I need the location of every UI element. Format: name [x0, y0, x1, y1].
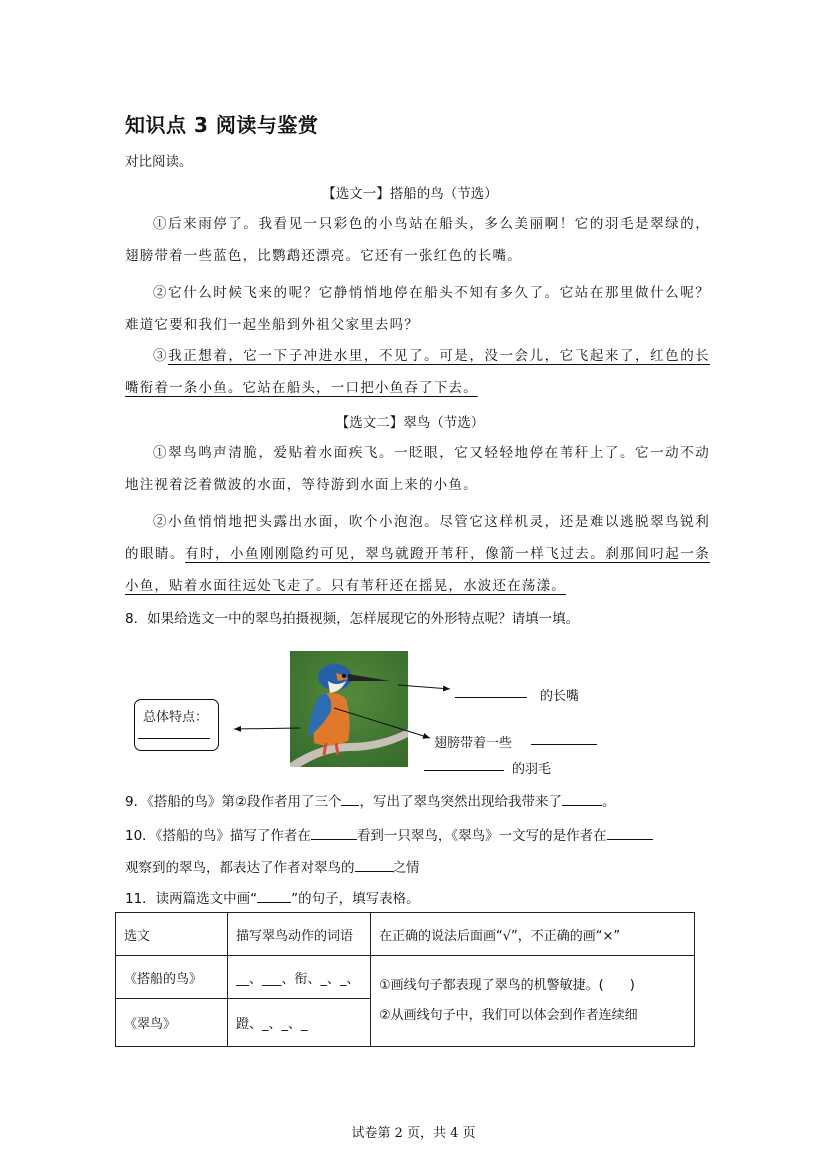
question-9	[125, 790, 615, 810]
q9-text-1: 9．《搭船的鸟》第	[125, 794, 235, 810]
arrow-to-wing	[334, 708, 430, 738]
q10-text-1: 10．《搭船的鸟》描写了作者在	[125, 828, 311, 844]
table-cell-judgments	[371, 956, 695, 1047]
section-title: 知识点 3 阅读与鉴赏	[125, 113, 319, 137]
table-header-cell: 选文	[116, 913, 228, 956]
wing-color-blank[interactable]	[531, 744, 597, 745]
q10-text-2: 看到一只翠鸟，《翠鸟》一文写的是作者在	[356, 828, 607, 844]
table-header-cell: 描写翠鸟动作的词语	[228, 913, 371, 956]
question-11	[125, 887, 420, 907]
q9-text-4: 。	[601, 794, 616, 810]
table-cell-title: 《翠鸟》	[116, 999, 228, 1047]
table-row	[116, 956, 695, 999]
table-header-row	[116, 913, 695, 956]
table-header-cell: 在正确的说法后面画“√”，不正确的画“×”	[371, 913, 695, 956]
q10-blank-3[interactable]	[355, 857, 393, 872]
overall-feature-blank[interactable]	[138, 738, 210, 739]
overall-feature-label: 总体特点：	[143, 710, 209, 725]
table-cell-words[interactable]: __、___、衔、_、_、	[228, 956, 371, 999]
answer-table	[115, 912, 695, 1047]
question-10	[125, 824, 653, 844]
judgment-item-2[interactable]: ②从画线句子中，我们可以体会到作者连续细	[379, 1008, 638, 1023]
q10-text-4: 之情	[392, 860, 420, 876]
wing-label: 翅膀带着一些	[434, 736, 513, 751]
q9-circled-number: ②	[234, 794, 247, 810]
q9-text-2: 段作者用了三个	[246, 794, 342, 810]
q9-text-3: ，写出了翠鸟突然出现给我带来了	[359, 794, 562, 810]
q11-text-1: 11．读两篇选文中画“	[125, 891, 258, 907]
q10-blank-2[interactable]	[607, 825, 653, 840]
arrow-to-overall	[234, 728, 300, 729]
passage1-heading: 【选文一】搭船的鸟（节选）	[322, 186, 498, 202]
beak-color-blank[interactable]	[455, 697, 527, 698]
plain-text: ②小鱼悄悄地把头露出水面，吹个小泡泡。尽管它这样机灵，还是难以逃脱翠鸟锐利的眼睛。	[125, 514, 710, 562]
feather-color-blank[interactable]	[424, 770, 504, 771]
q11-text-2: ”的句子，填写表格。	[291, 891, 420, 907]
q10-blank-1[interactable]	[311, 825, 357, 840]
q9-blank-2[interactable]	[562, 791, 602, 806]
judgment-item-1[interactable]: ①画线句子都表现了翠鸟的机警敏捷。( )	[379, 978, 635, 993]
q10-text-3: 观察到的翠鸟，都表达了作者对翠鸟的	[125, 860, 355, 876]
passage1-paragraph-2: ②它什么时候飞来的呢？它静悄悄地停在船头不知有多久了。它站在那里做什么呢？难道它要和我们一起坐船到外祖父家里去吗？	[125, 285, 710, 333]
intro-text: 对比阅读。	[125, 154, 193, 170]
feather-label: 的羽毛	[512, 762, 552, 777]
underlined-sentence: 我正想着，它一下子冲进水里，不见了。可是，没一会儿，它飞起来了，红色的长嘴衔着一条小鱼。它站在船头，一口把小鱼吞了下去。	[125, 348, 711, 396]
passage1-paragraph-1: ①后来雨停了。我看见一只彩色的小鸟站在船头，多么美丽啊！它的羽毛是翠绿的，翅膀带着一些蓝色，比鹦鹉还漂亮。它还有一张红色的长嘴。	[125, 216, 710, 264]
passage2-heading: 【选文二】翠鸟（节选）	[335, 415, 485, 431]
arrow-to-beak	[398, 685, 450, 689]
passage2-paragraph-1: ①翠鸟鸣声清脆，爱贴着水面疾飞。一眨眼，它又轻轻地停在苇秆上了。它一动不动地注视着泛着微波的水面，等待游到水面上来的小鱼。	[125, 445, 710, 493]
question-8: 8．如果给选文一中的翠鸟拍摄视频，怎样展现它的外形特点呢？请填一填。	[125, 611, 580, 627]
q9-blank-1[interactable]	[341, 791, 359, 806]
table-cell-title: 《搭船的鸟》	[116, 956, 228, 999]
beak-label: 的长嘴	[540, 689, 580, 704]
paragraph-number: ③	[153, 348, 169, 364]
question-10-line-2	[125, 856, 420, 876]
table-cell-words[interactable]: 蹬、_、_、_	[228, 999, 371, 1047]
underlined-sentence: 有时，小鱼刚刚隐约可见，翠鸟就蹬开苇秆，像箭一样飞过去。刹那间叼起一条小鱼，贴着水面往远处飞走了。只有苇秆还在摇晃，水波还在荡漾。	[125, 546, 710, 594]
q11-underline-sample	[257, 888, 291, 903]
page-footer: 试卷第 2 页，共 4 页	[351, 1126, 476, 1141]
